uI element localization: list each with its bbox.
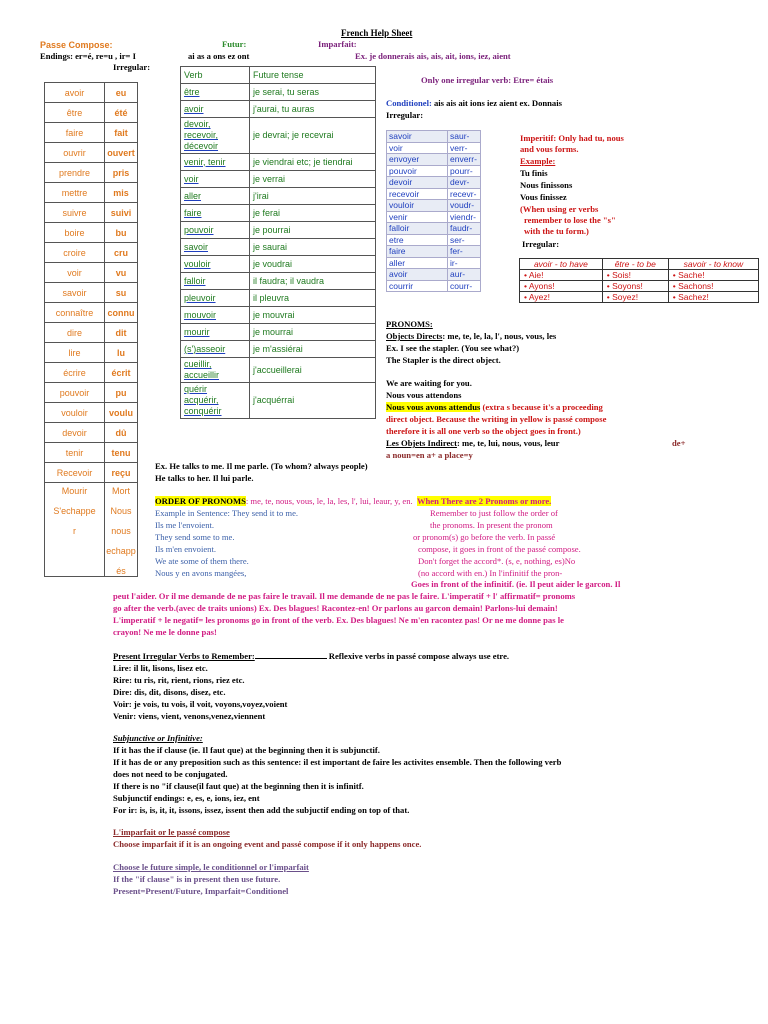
cond-verb: falloir [387,223,448,235]
cond-row [387,177,481,189]
pc-row [45,363,138,383]
imparfait-heading: Imparfait: [318,39,357,49]
futur-row [181,290,376,307]
cond-stem: recevr- [448,188,481,200]
futur-row [181,222,376,239]
cond-stem: saur- [448,131,481,143]
pc-row [45,443,138,463]
imperatif-col-header: avoir - to have [520,259,603,270]
order-l3: Ils m'en envoient. [155,544,216,554]
futur-tense: je mouvrai [250,307,376,324]
futur-row [181,171,376,188]
pc-row [45,303,138,323]
futur-verb: mouvoir [181,307,250,324]
passe-compose-heading: Passe Compose: [40,40,113,50]
pc-participle: lu [105,343,138,363]
subjunctive-heading: Subjunctive or Infinitive: [113,733,203,743]
imperatif-cell [668,292,758,303]
pc-participle: eu [105,83,138,103]
cond-verb: venir [387,211,448,223]
imperatif-ex3: Vous finissez [520,192,567,202]
pc-row [45,83,138,103]
imperatif-col-header: être - to be [602,259,668,270]
present-irregular-line-3: Voir: je vois, tu vois, il voit, voyons,voyez,voient [113,699,288,709]
pc-participle: Mort Nous nous echapp és [105,483,138,577]
futur-row [181,324,376,341]
futur-tense: je verrai [250,171,376,188]
order-p2: go after the verb.(avec de traits unions) Ex. Des blagues! Racontez-en! Or parlons au garcon demain! Parlons-lui demain! [113,603,558,613]
pc-verb: Mourir S'echappe r [45,483,105,577]
cond-row [387,211,481,223]
pc-participle: vu [105,263,138,283]
cond-row [387,200,481,212]
futur-col-tense: Future tense [250,67,376,84]
bullet-icon: • [524,281,529,291]
pc-verb: faire [45,123,105,143]
futur-verb: avoir [181,101,250,118]
cond-verb: recevoir [387,188,448,200]
conditionnel-line [386,99,562,109]
pc-verb: pouvoir [45,383,105,403]
imperatif-cell [520,292,603,303]
futur-row [181,239,376,256]
cond-stem: viendr- [448,211,481,223]
cond-verb: etre [387,234,448,246]
cond-row [387,131,481,143]
futur-verb: être [181,84,250,101]
subjunctive-line-2: does not need to be conjugated. [113,769,228,779]
cond-stem: verr- [448,142,481,154]
pc-row [45,483,138,577]
cond-row [387,142,481,154]
futur-heading: Futur: [222,39,247,49]
pc-participle: cru [105,243,138,263]
pronoms-stapler-line: The Stapler is the direct object. [386,355,501,365]
imperatif-col-header: savoir - to know [668,259,758,270]
imperatif-form: Soyons! [612,281,643,291]
imperatif-line1: Imperitif: Only had tu, nous [520,133,624,143]
imperatif-cell [668,281,758,292]
futur-tense: je viendrai etc; je tiendrai [250,154,376,171]
imparfait-irregular: Only one irregular verb: Etre= étais [421,75,554,85]
imperatif-cell [602,292,668,303]
pc-participle: dit [105,323,138,343]
imperatif-irregular-label: Irregular: [522,239,560,249]
imperatif-example-label: Example: [520,156,556,166]
pc-verb: prendre [45,163,105,183]
imperatif-note2: remember to lose the "s" [524,215,616,225]
imperatif-cell [602,270,668,281]
imparfait-pc-heading: L'imparfait or le passé compose [113,827,230,837]
cond-stem: fer- [448,246,481,258]
pc-participle: su [105,283,138,303]
cond-stem: courr- [448,280,481,292]
order-r4: compose, it goes in front of the passé compose. [418,544,581,554]
cond-stem: devr- [448,177,481,189]
pronoms-od-label: Objects Directs [386,331,443,341]
pc-participle: suivi [105,203,138,223]
pc-participle: bu [105,223,138,243]
conditionnel-table [386,130,481,292]
pc-verb: vouloir [45,403,105,423]
passe-compose-endings: Endings: er=é, re=u , ir= I [40,51,136,61]
pronoms-oi-label: Les Objets Indirect [386,438,457,448]
pronoms-waiting3b: (extra s because it's a proceeding [480,402,603,412]
futur-row [181,256,376,273]
cond-row [387,188,481,200]
cond-verb: pouvoir [387,165,448,177]
pc-participle: ouvert [105,143,138,163]
order-two-pronoms: When There are 2 Pronoms or more. [416,496,552,506]
present-irregular-heading-line [113,652,509,662]
pronoms-ex-talks2: He talks to her. Il lui parle. [155,473,254,483]
pc-row [45,463,138,483]
futur-tense: je voudrai [250,256,376,273]
futur-verb: savoir [181,239,250,256]
order-r6: (no accord with en.) In l'infinitif the pron- [418,568,563,578]
imperatif-form: Sache! [678,270,705,280]
pc-participle: tenu [105,443,138,463]
futur-row [181,205,376,222]
cond-verb: courrir [387,280,448,292]
pronoms-oi-list: : me, te, lui, nous, vous, leur [456,438,560,448]
pronoms-heading: PRONOMS: [386,319,433,329]
choose-l1: If the "if clause" is in present then use future. [113,874,281,884]
pc-verb: devoir [45,423,105,443]
futur-verb: vouloir [181,256,250,273]
cond-verb: aller [387,257,448,269]
pc-row [45,223,138,243]
imperatif-row [520,292,759,303]
imperatif-cell [520,281,603,292]
pronoms-waiting2: Nous vous attendons [386,390,462,400]
order-r1: Remember to just follow the order of [430,508,558,518]
futur-header-row [181,67,376,84]
futur-row [181,84,376,101]
order-l2: They send some to me. [155,532,235,542]
imperatif-cell [668,270,758,281]
pronoms-oi [386,439,559,449]
cond-row [387,257,481,269]
present-irregular-line-1: Rire: tu ris, rit, rient, rions, riez etc. [113,675,245,685]
futur-verb: quérir acquérir, conquérir [181,383,250,419]
cond-row [387,269,481,281]
present-irregular-line-2: Dire: dis, dit, disons, disez, etc. [113,687,226,697]
imperatif-irregular-table [519,258,759,303]
futur-tense: je serai, tu seras [250,84,376,101]
pronoms-ex-line: Ex. I see the stapler. (You see what?) [386,343,520,353]
bullet-icon: • [672,292,679,302]
futur-row [181,101,376,118]
futur-tense: il faudra; il vaudra [250,273,376,290]
futur-verb: pouvoir [181,222,250,239]
present-irregular-heading: Present Irregular Verbs to Remember: [113,651,255,661]
bullet-icon: • [606,292,613,302]
futur-verb: cueillir, accueillir [181,358,250,383]
futur-table [180,66,376,419]
order-l5: Nous y en avons mangées, [155,568,247,578]
pc-row [45,103,138,123]
pc-verb: savoir [45,283,105,303]
subjunctive-line-5: For ir: is, is, it, it, issons, issez, issent then add the subjuctif ending on top of that. [113,805,410,815]
pc-verb: connaître [45,303,105,323]
cond-verb: voir [387,142,448,154]
pc-verb: mettre [45,183,105,203]
futur-endings: ai as a ons ez ont [188,51,250,61]
cond-row [387,223,481,235]
imparfait-example: Ex. je donnerais ais, ais, ait, ions, iez, aient [355,51,511,61]
pc-row [45,383,138,403]
futur-tense: il pleuvra [250,290,376,307]
cond-verb: vouloir [387,200,448,212]
pc-participle: reçu [105,463,138,483]
imperatif-cell [520,270,603,281]
pc-participle: voulu [105,403,138,423]
imperatif-line2: and vous forms. [520,144,579,154]
order-heading-line [155,497,551,507]
pc-verb: croire [45,243,105,263]
futur-verb: venir, tenir [181,154,250,171]
present-irregular-reflexive: Reflexive verbs in passé compose always use etre. [328,651,510,661]
pc-participle: connu [105,303,138,323]
pronoms-waiting4: direct object. Because the writing in yellow is passé compose [386,414,607,424]
futur-tense: je devrai; je recevrai [250,118,376,154]
imperatif-form: Ayons! [528,281,555,291]
pc-verb: être [45,103,105,123]
futur-row [181,273,376,290]
futur-verb: falloir [181,273,250,290]
futur-row [181,341,376,358]
futur-tense: j'irai [250,188,376,205]
pc-verb: lire [45,343,105,363]
cond-verb: faire [387,246,448,258]
futur-tense: je m'assiérai [250,341,376,358]
pc-verb: voir [45,263,105,283]
pc-verb: boire [45,223,105,243]
pc-row [45,323,138,343]
futur-row [181,358,376,383]
futur-verb: mourir [181,324,250,341]
bullet-icon: • [606,270,613,280]
cond-stem: aur- [448,269,481,281]
imperatif-row [520,270,759,281]
pc-participle: dû [105,423,138,443]
order-l1: Ils me l'envoient. [155,520,215,530]
futur-tense: je mourrai [250,324,376,341]
pronoms-waiting5: therefore it is all one verb so the object goes in front.) [386,426,581,436]
subjunctive-line-4: Subjunctif endings: e, es, e, ions, iez, ent [113,793,260,803]
pc-row [45,343,138,363]
order-ex-label: Example in Sentence: They send it to me. [155,508,299,518]
page-title: French Help Sheet [341,28,413,38]
order-list: : me, te, nous, vous, le, la, les, l', lui, leaur, y, en. [245,496,413,506]
cond-row [387,165,481,177]
pc-row [45,423,138,443]
pc-participle: été [105,103,138,123]
futur-verb: faire [181,205,250,222]
pc-row [45,163,138,183]
bullet-icon: • [672,270,679,280]
pronoms-noun-en: a noun=en a+ a place=y [386,450,473,460]
present-irregular-line-4: Venir: viens, vient, venons,venez,viennent [113,711,266,721]
imperatif-form: Sachons! [678,281,714,291]
futur-row [181,154,376,171]
present-irregular-line-0: Lire: il lit, lisons, lisez etc. [113,663,208,673]
pc-verb: dire [45,323,105,343]
pc-participle: pu [105,383,138,403]
cond-stem: ser- [448,234,481,246]
imperatif-form: Soyez! [612,292,639,302]
cond-stem: enverr- [448,154,481,166]
pc-participle: écrit [105,363,138,383]
pc-verb: Recevoir [45,463,105,483]
conditionnel-heading: Conditionel: [386,98,432,108]
cond-row [387,246,481,258]
pronoms-od [386,332,556,342]
cond-row [387,280,481,292]
imperatif-note1: (When using er verbs [520,204,599,214]
order-r5: Don't forget the accord*. (s, e, nothing, es)No [418,556,576,566]
pronoms-od-list: : me, te, le, la, l', nous, vous, les [442,331,557,341]
imperatif-form: Sachez! [678,292,709,302]
imperatif-form: Aie! [528,270,544,280]
bullet-icon: • [606,281,613,291]
passe-compose-irregular-label: Irregular: [113,62,151,72]
pc-verb: suivre [45,203,105,223]
pronoms-ex-talks1: Ex. He talks to me. Il me parle. (To whom? always people) [155,461,368,471]
futur-tense: je pourrai [250,222,376,239]
futur-tense: j'acquérrai [250,383,376,419]
pronoms-waiting3 [386,403,603,413]
cond-stem: faudr- [448,223,481,235]
imperatif-note3: with the tu form.) [524,226,589,236]
pronoms-waiting1: We are waiting for you. [386,378,472,388]
futur-verb: aller [181,188,250,205]
pc-participle: pris [105,163,138,183]
choose-l2: Present=Present/Future, Imparfait=Conditionel [113,886,289,896]
pc-participle: mis [105,183,138,203]
imperatif-ex2: Nous finissons [520,180,573,190]
cond-verb: savoir [387,131,448,143]
cond-stem: ir- [448,257,481,269]
imperatif-form: Sois! [612,270,632,280]
pc-row [45,283,138,303]
pc-verb: ouvrir [45,143,105,163]
order-heading: ORDER OF PRONOMS [155,496,246,506]
subjunctive-line-1: If it has de or any preposition such as this sentence: il est important de faire les activites ensemble. Then the following verb [113,757,562,767]
pc-participle: fait [105,123,138,143]
futur-row [181,118,376,154]
cond-stem: voudr- [448,200,481,212]
pc-row [45,403,138,423]
conditionnel-endings: ais ais ait ions iez aient ex. Donnais [434,98,562,108]
cond-row [387,154,481,166]
futur-verb: voir [181,171,250,188]
pc-verb: avoir [45,83,105,103]
order-p1: peut l'aider. Or il me demande de ne pas faire le travail. Il me demande de ne pas le faire. L'imperatif + l' affirmatif= pronoms [113,591,576,601]
pc-row [45,123,138,143]
bullet-icon: • [524,270,529,280]
bullet-icon: • [672,281,679,291]
order-p4: crayon! Ne me le donne pas! [113,627,217,637]
imparfait-pc-text: Choose imparfait if it is an ongoing event and passé compose if it only happens once. [113,839,422,849]
imperatif-row [520,281,759,292]
cond-verb: devoir [387,177,448,189]
futur-tense: je saurai [250,239,376,256]
order-l4: We ate some of them there. [155,556,249,566]
bullet-icon: • [524,292,529,302]
imperatif-form: Ayez! [528,292,550,302]
cond-stem: pourr- [448,165,481,177]
futur-tense: j'accueillerai [250,358,376,383]
pc-row [45,263,138,283]
pc-row [45,183,138,203]
order-p3: L'imperatif + le negatif= les pronoms go in front of the verb. Ex. Des blagues! Ne m'en racontez pas! Or ne me donne pas le [113,615,564,625]
futur-verb: devoir, recevoir, décevoir [181,118,250,154]
futur-row [181,188,376,205]
pronoms-de-plus: de+ [672,438,686,448]
conditionnel-irregular-label: Irregular: [386,110,424,120]
passe-compose-table [44,82,138,577]
choose-heading: Choose le future simple, le conditionnel or l'imparfait [113,862,309,872]
pc-row [45,143,138,163]
pc-row [45,203,138,223]
futur-row [181,307,376,324]
futur-tense: je ferai [250,205,376,222]
futur-col-verb: Verb [181,67,250,84]
futur-tense: j'aurai, tu auras [250,101,376,118]
pc-verb: écrire [45,363,105,383]
subjunctive-line-0: If it has the if clause (ie. Il faut que) at the beginning then it is subjunctif. [113,745,380,755]
futur-row [181,383,376,419]
subjunctive-line-3: If there is no "if clause(il faut que) at the beginning then it is infinitf. [113,781,364,791]
pronoms-waiting3a: Nous vous avons attendus [386,402,481,412]
imperatif-cell [602,281,668,292]
order-r7: Goes in front of the infinitif. (ie. Il peut aider le garcon. Il [411,579,621,589]
futur-verb: pleuvoir [181,290,250,307]
pc-row [45,243,138,263]
futur-verb: (s')asseoir [181,341,250,358]
cond-row [387,234,481,246]
imperatif-ex1: Tu finis [520,168,548,178]
order-r2: the pronoms. In present the pronom [430,520,553,530]
cond-verb: avoir [387,269,448,281]
pc-verb: tenir [45,443,105,463]
cond-verb: envoyer [387,154,448,166]
order-r3: or pronom(s) go before the verb. In passé [413,532,556,542]
